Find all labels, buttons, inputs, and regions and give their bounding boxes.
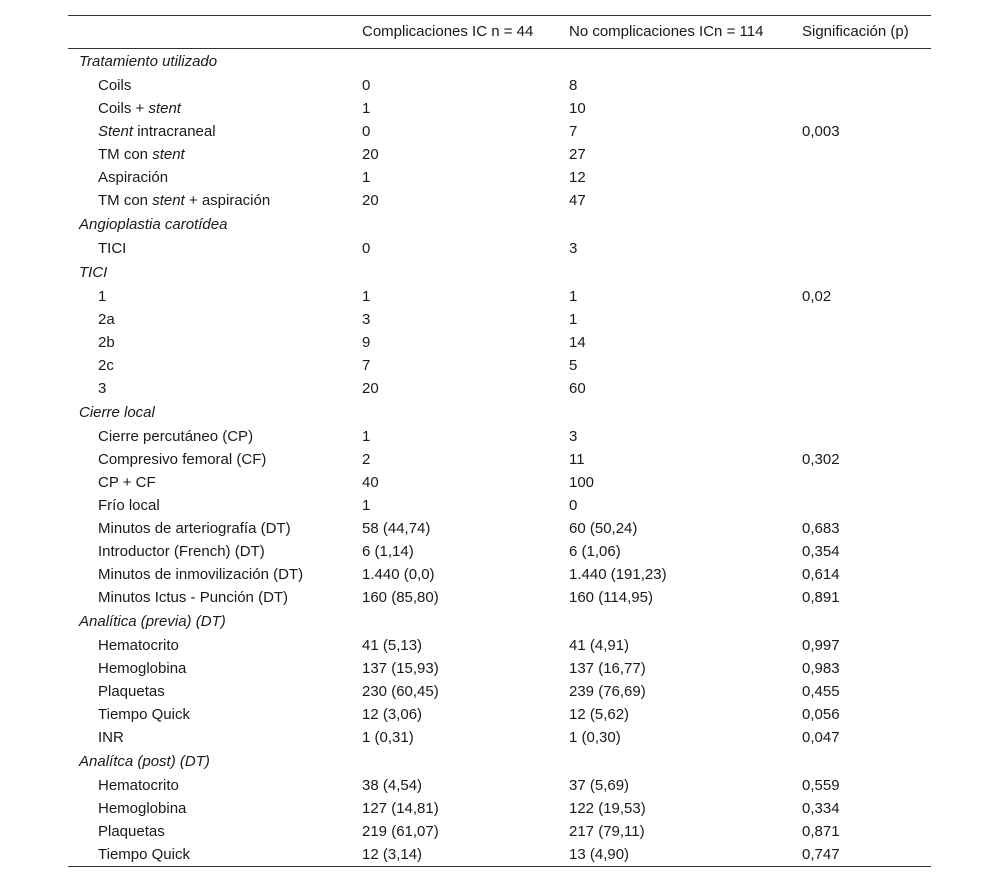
cell-complications: 127 (14,81) xyxy=(362,800,439,817)
cell-complications: 9 xyxy=(362,334,371,351)
cell-no-complications: 0 xyxy=(569,497,578,514)
table-row xyxy=(68,774,931,797)
section-row xyxy=(68,400,931,425)
row-label xyxy=(98,774,179,797)
table-row xyxy=(68,657,931,680)
row-label-part: stent xyxy=(152,146,185,163)
row-label xyxy=(98,703,190,726)
header-col-complications: Complicaciones IC n = 44 xyxy=(362,23,534,40)
cell-significance: 0,683 xyxy=(802,520,840,537)
row-label xyxy=(98,797,186,820)
cell-significance: 0,455 xyxy=(802,683,840,700)
cell-no-complications: 47 xyxy=(569,192,586,209)
cell-complications: 1 xyxy=(362,497,371,514)
cell-no-complications: 11 xyxy=(569,451,585,468)
cell-complications: 160 (85,80) xyxy=(362,589,439,606)
section-row xyxy=(68,49,931,74)
table-row xyxy=(68,143,931,166)
cell-complications: 41 (5,13) xyxy=(362,637,423,654)
section-title: Cierre local xyxy=(79,404,155,421)
row-label-part: CP + CF xyxy=(98,474,156,491)
cell-no-complications: 12 xyxy=(569,169,586,186)
row-label-part: Hematocrito xyxy=(98,777,179,794)
cell-complications: 0 xyxy=(362,123,371,140)
cell-significance: 0,614 xyxy=(802,566,840,583)
row-label xyxy=(98,285,106,308)
row-label-part: + aspiración xyxy=(184,192,271,209)
section-title: TICI xyxy=(79,264,108,281)
table-row xyxy=(68,726,931,749)
row-label-part: Coils + xyxy=(98,100,149,117)
cell-complications: 230 (60,45) xyxy=(362,683,439,700)
row-label-part: Introductor (French) (DT) xyxy=(98,543,265,560)
table-row xyxy=(68,425,931,448)
cell-complications: 1 (0,31) xyxy=(362,729,414,746)
table-row xyxy=(68,120,931,143)
row-label xyxy=(98,189,270,212)
cell-no-complications: 41 (4,91) xyxy=(569,637,630,654)
row-label xyxy=(98,634,179,657)
row-label xyxy=(98,425,253,448)
table-row xyxy=(68,820,931,843)
cell-no-complications: 7 xyxy=(569,123,578,140)
cell-significance: 0,056 xyxy=(802,706,840,723)
section-row xyxy=(68,260,931,285)
cell-no-complications: 13 (4,90) xyxy=(569,846,630,863)
section-title: Tratamiento utilizado xyxy=(79,53,218,70)
table-row xyxy=(68,237,931,260)
row-label-part: Coils xyxy=(98,77,132,94)
cell-no-complications: 37 (5,69) xyxy=(569,777,630,794)
cell-complications: 20 xyxy=(362,146,379,163)
cell-no-complications: 137 (16,77) xyxy=(569,660,646,677)
cell-significance: 0,983 xyxy=(802,660,840,677)
cell-significance: 0,559 xyxy=(802,777,840,794)
row-label-part: 2a xyxy=(98,311,115,328)
cell-no-complications: 122 (19,53) xyxy=(569,800,646,817)
cell-complications: 0 xyxy=(362,77,371,94)
cell-no-complications: 239 (76,69) xyxy=(569,683,646,700)
table-row xyxy=(68,377,931,400)
table-row xyxy=(68,540,931,563)
row-label-part: Cierre percutáneo (CP) xyxy=(98,428,254,445)
cell-complications: 12 (3,14) xyxy=(362,846,423,863)
table-row xyxy=(68,471,931,494)
row-label-part: intracraneal xyxy=(133,123,216,140)
row-label-part: Plaquetas xyxy=(98,823,165,840)
table-row xyxy=(68,797,931,820)
table-row xyxy=(68,703,931,726)
cell-complications: 1.440 (0,0) xyxy=(362,566,435,583)
row-label-part: Tiempo Quick xyxy=(98,706,190,723)
row-label-part: stent xyxy=(148,100,181,117)
table-row xyxy=(68,97,931,120)
table-row xyxy=(68,843,931,866)
table-row xyxy=(68,285,931,308)
cell-significance: 0,334 xyxy=(802,800,840,817)
table-row xyxy=(68,680,931,703)
section-title: Analítica (previa) (DT) xyxy=(79,613,226,630)
row-label-part: stent xyxy=(152,192,185,209)
cell-no-complications: 3 xyxy=(569,240,578,257)
cell-no-complications: 6 (1,06) xyxy=(569,543,621,560)
cell-no-complications: 12 (5,62) xyxy=(569,706,630,723)
section-row xyxy=(68,609,931,634)
row-label-part: Stent xyxy=(98,123,134,140)
cell-no-complications: 1 xyxy=(569,288,578,305)
cell-no-complications: 8 xyxy=(569,77,578,94)
row-label xyxy=(98,308,115,331)
row-label xyxy=(98,166,168,189)
row-label xyxy=(98,680,165,703)
row-label-part: Frío local xyxy=(98,497,160,514)
cell-complications: 1 xyxy=(362,169,371,186)
row-label-part: Aspiración xyxy=(98,169,169,186)
cell-complications: 1 xyxy=(362,428,371,445)
row-label-part: 1 xyxy=(98,288,107,305)
table-row xyxy=(68,517,931,540)
table-row xyxy=(68,494,931,517)
cell-no-complications: 100 xyxy=(569,474,595,491)
row-label-part: 3 xyxy=(98,380,107,397)
cell-no-complications: 27 xyxy=(569,146,586,163)
row-label-part: INR xyxy=(98,729,124,746)
cell-no-complications: 10 xyxy=(569,100,586,117)
section-title: Analítca (post) (DT) xyxy=(79,753,210,770)
row-label xyxy=(98,471,156,494)
table-header xyxy=(68,16,931,49)
table-row xyxy=(68,189,931,212)
row-label xyxy=(98,448,266,471)
row-label-part: TM con xyxy=(98,192,153,209)
table-row xyxy=(68,331,931,354)
row-label xyxy=(98,820,165,843)
cell-complications: 38 (4,54) xyxy=(362,777,423,794)
table-row xyxy=(68,74,931,97)
cell-significance: 0,302 xyxy=(802,451,840,468)
row-label-part: TM con xyxy=(98,146,153,163)
table-body xyxy=(68,49,931,866)
row-label xyxy=(98,331,115,354)
table-row xyxy=(68,586,931,609)
cell-complications: 137 (15,93) xyxy=(362,660,439,677)
cell-complications: 3 xyxy=(362,311,371,328)
row-label-part: Plaquetas xyxy=(98,683,165,700)
cell-no-complications: 3 xyxy=(569,428,578,445)
row-label xyxy=(98,586,288,609)
cell-complications: 7 xyxy=(362,357,371,374)
row-label xyxy=(98,494,160,517)
row-label xyxy=(98,74,131,97)
row-label-part: TICI xyxy=(98,240,127,257)
row-label xyxy=(98,354,114,377)
cell-no-complications: 14 xyxy=(569,334,586,351)
cell-significance: 0,354 xyxy=(802,543,840,560)
cell-significance: 0,997 xyxy=(802,637,840,654)
cell-complications: 2 xyxy=(362,451,371,468)
section-row xyxy=(68,749,931,774)
cell-significance: 0,003 xyxy=(802,123,840,140)
row-label-part: Hematocrito xyxy=(98,637,179,654)
table-row xyxy=(68,354,931,377)
section-title: Angioplastia carotídea xyxy=(79,216,228,233)
table-row xyxy=(68,166,931,189)
cell-complications: 6 (1,14) xyxy=(362,543,414,560)
row-label-part: Hemoglobina xyxy=(98,800,187,817)
row-label xyxy=(98,120,216,143)
row-label xyxy=(98,726,124,749)
cell-significance: 0,047 xyxy=(802,729,840,746)
cell-complications: 20 xyxy=(362,380,379,397)
row-label xyxy=(98,540,265,563)
row-label xyxy=(98,377,106,400)
row-label-part: Minutos de inmovilización (DT) xyxy=(98,566,304,583)
cell-no-complications: 5 xyxy=(569,357,578,374)
row-label xyxy=(98,237,126,260)
cell-complications: 58 (44,74) xyxy=(362,520,431,537)
cell-complications: 1 xyxy=(362,288,371,305)
cell-complications: 40 xyxy=(362,474,379,491)
row-label-part: Tiempo Quick xyxy=(98,846,190,863)
header-col-no-complications: No complicaciones ICn = 114 xyxy=(569,23,764,40)
header-col-significance: Significación (p) xyxy=(802,23,909,40)
cell-complications: 12 (3,06) xyxy=(362,706,423,723)
section-row xyxy=(68,212,931,237)
cell-complications: 219 (61,07) xyxy=(362,823,439,840)
cell-no-complications: 60 (50,24) xyxy=(569,520,638,537)
row-label xyxy=(98,843,190,866)
row-label-part: Compresivo femoral (CF) xyxy=(98,451,267,468)
table-row xyxy=(68,563,931,586)
cell-significance: 0,747 xyxy=(802,846,840,863)
cell-no-complications: 217 (79,11) xyxy=(569,823,645,840)
cell-no-complications: 1 (0,30) xyxy=(569,729,621,746)
cell-no-complications: 1 xyxy=(569,311,578,328)
table-row xyxy=(68,308,931,331)
cell-no-complications: 160 (114,95) xyxy=(569,589,653,606)
cell-complications: 1 xyxy=(362,100,371,117)
row-label-part: Hemoglobina xyxy=(98,660,187,677)
row-label xyxy=(98,97,181,120)
row-label-part: 2b xyxy=(98,334,115,351)
cell-complications: 0 xyxy=(362,240,371,257)
cell-significance: 0,871 xyxy=(802,823,840,840)
cell-significance: 0,891 xyxy=(802,589,840,606)
row-label xyxy=(98,517,291,540)
row-label-part: 2c xyxy=(98,357,114,374)
row-label xyxy=(98,563,303,586)
table-row xyxy=(68,448,931,471)
table-row xyxy=(68,634,931,657)
row-label-part: Minutos de arteriografía (DT) xyxy=(98,520,291,537)
row-label-part: Minutos Ictus - Punción (DT) xyxy=(98,589,289,606)
cell-no-complications: 60 xyxy=(569,380,586,397)
cell-significance: 0,02 xyxy=(802,288,832,305)
row-label xyxy=(98,143,185,166)
row-label xyxy=(98,657,186,680)
cell-complications: 20 xyxy=(362,192,379,209)
cell-no-complications: 1.440 (191,23) xyxy=(569,566,667,583)
data-table xyxy=(68,15,931,867)
